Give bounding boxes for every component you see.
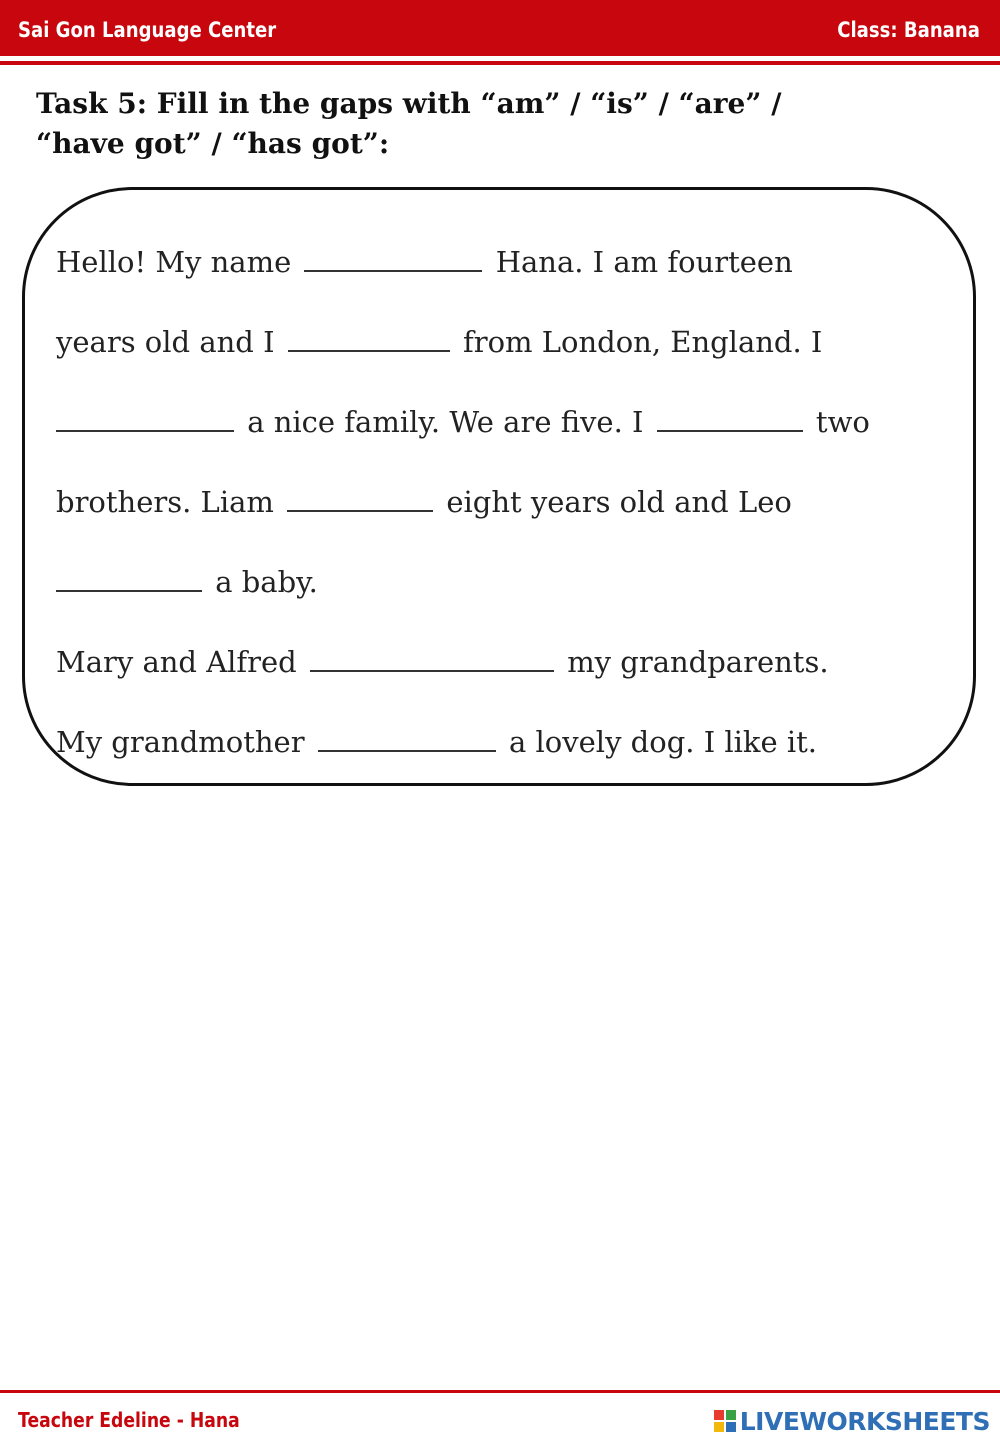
task-title-line-2: “have got” / “has got”:: [36, 127, 390, 160]
passage-text: a baby.: [215, 565, 318, 599]
passage-text: eight years old and Leo: [446, 485, 792, 519]
brand-name: LIVEWORKSHEETS: [739, 1406, 990, 1436]
passage-text: my grandparents.: [567, 645, 829, 679]
passage-line-4: [56, 462, 956, 542]
passage-line-2: [56, 302, 956, 382]
header-divider: [0, 61, 1000, 65]
passage-text: My grandmother: [56, 725, 305, 759]
passage-text: years old and I: [56, 325, 275, 359]
liveworksheets-logo[interactable]: [714, 1404, 990, 1438]
gap-blank-8[interactable]: [318, 728, 496, 752]
gap-blank-4[interactable]: [657, 408, 803, 432]
class-label: Class: Banana: [837, 18, 980, 42]
passage-text: a lovely dog. I like it.: [509, 725, 818, 759]
passage-text: Hello! My name: [56, 245, 292, 279]
teacher-name: Teacher Edeline - Hana: [18, 1408, 240, 1432]
gap-blank-2[interactable]: [288, 328, 450, 352]
passage-text: from London, England. I: [462, 325, 823, 359]
gap-blank-5[interactable]: [287, 488, 433, 512]
gap-blank-7[interactable]: [310, 648, 554, 672]
passage-line-5: [56, 542, 956, 622]
gap-blank-3[interactable]: [56, 408, 234, 432]
task-title: [36, 84, 936, 164]
passage: [56, 222, 956, 782]
passage-text: Mary and Alfred: [56, 645, 297, 679]
gap-blank-6[interactable]: [56, 568, 202, 592]
passage-line-7: [56, 702, 956, 782]
footer-divider: [0, 1390, 1000, 1393]
school-name: Sai Gon Language Center: [18, 18, 277, 42]
passage-line-3: [56, 382, 956, 462]
passage-line-1: [56, 222, 956, 302]
passage-text: a nice family. We are five. I: [247, 405, 644, 439]
liveworksheets-logo-icon: [714, 1410, 736, 1432]
task-title-line-1: Task 5: Fill in the gaps with “am” / “is” / “are” /: [36, 87, 782, 120]
gap-blank-1[interactable]: [304, 248, 482, 272]
passage-line-6: [56, 622, 956, 702]
passage-text: brothers. Liam: [56, 485, 274, 519]
passage-text: two: [815, 405, 870, 439]
passage-text: Hana. I am fourteen: [495, 245, 793, 279]
